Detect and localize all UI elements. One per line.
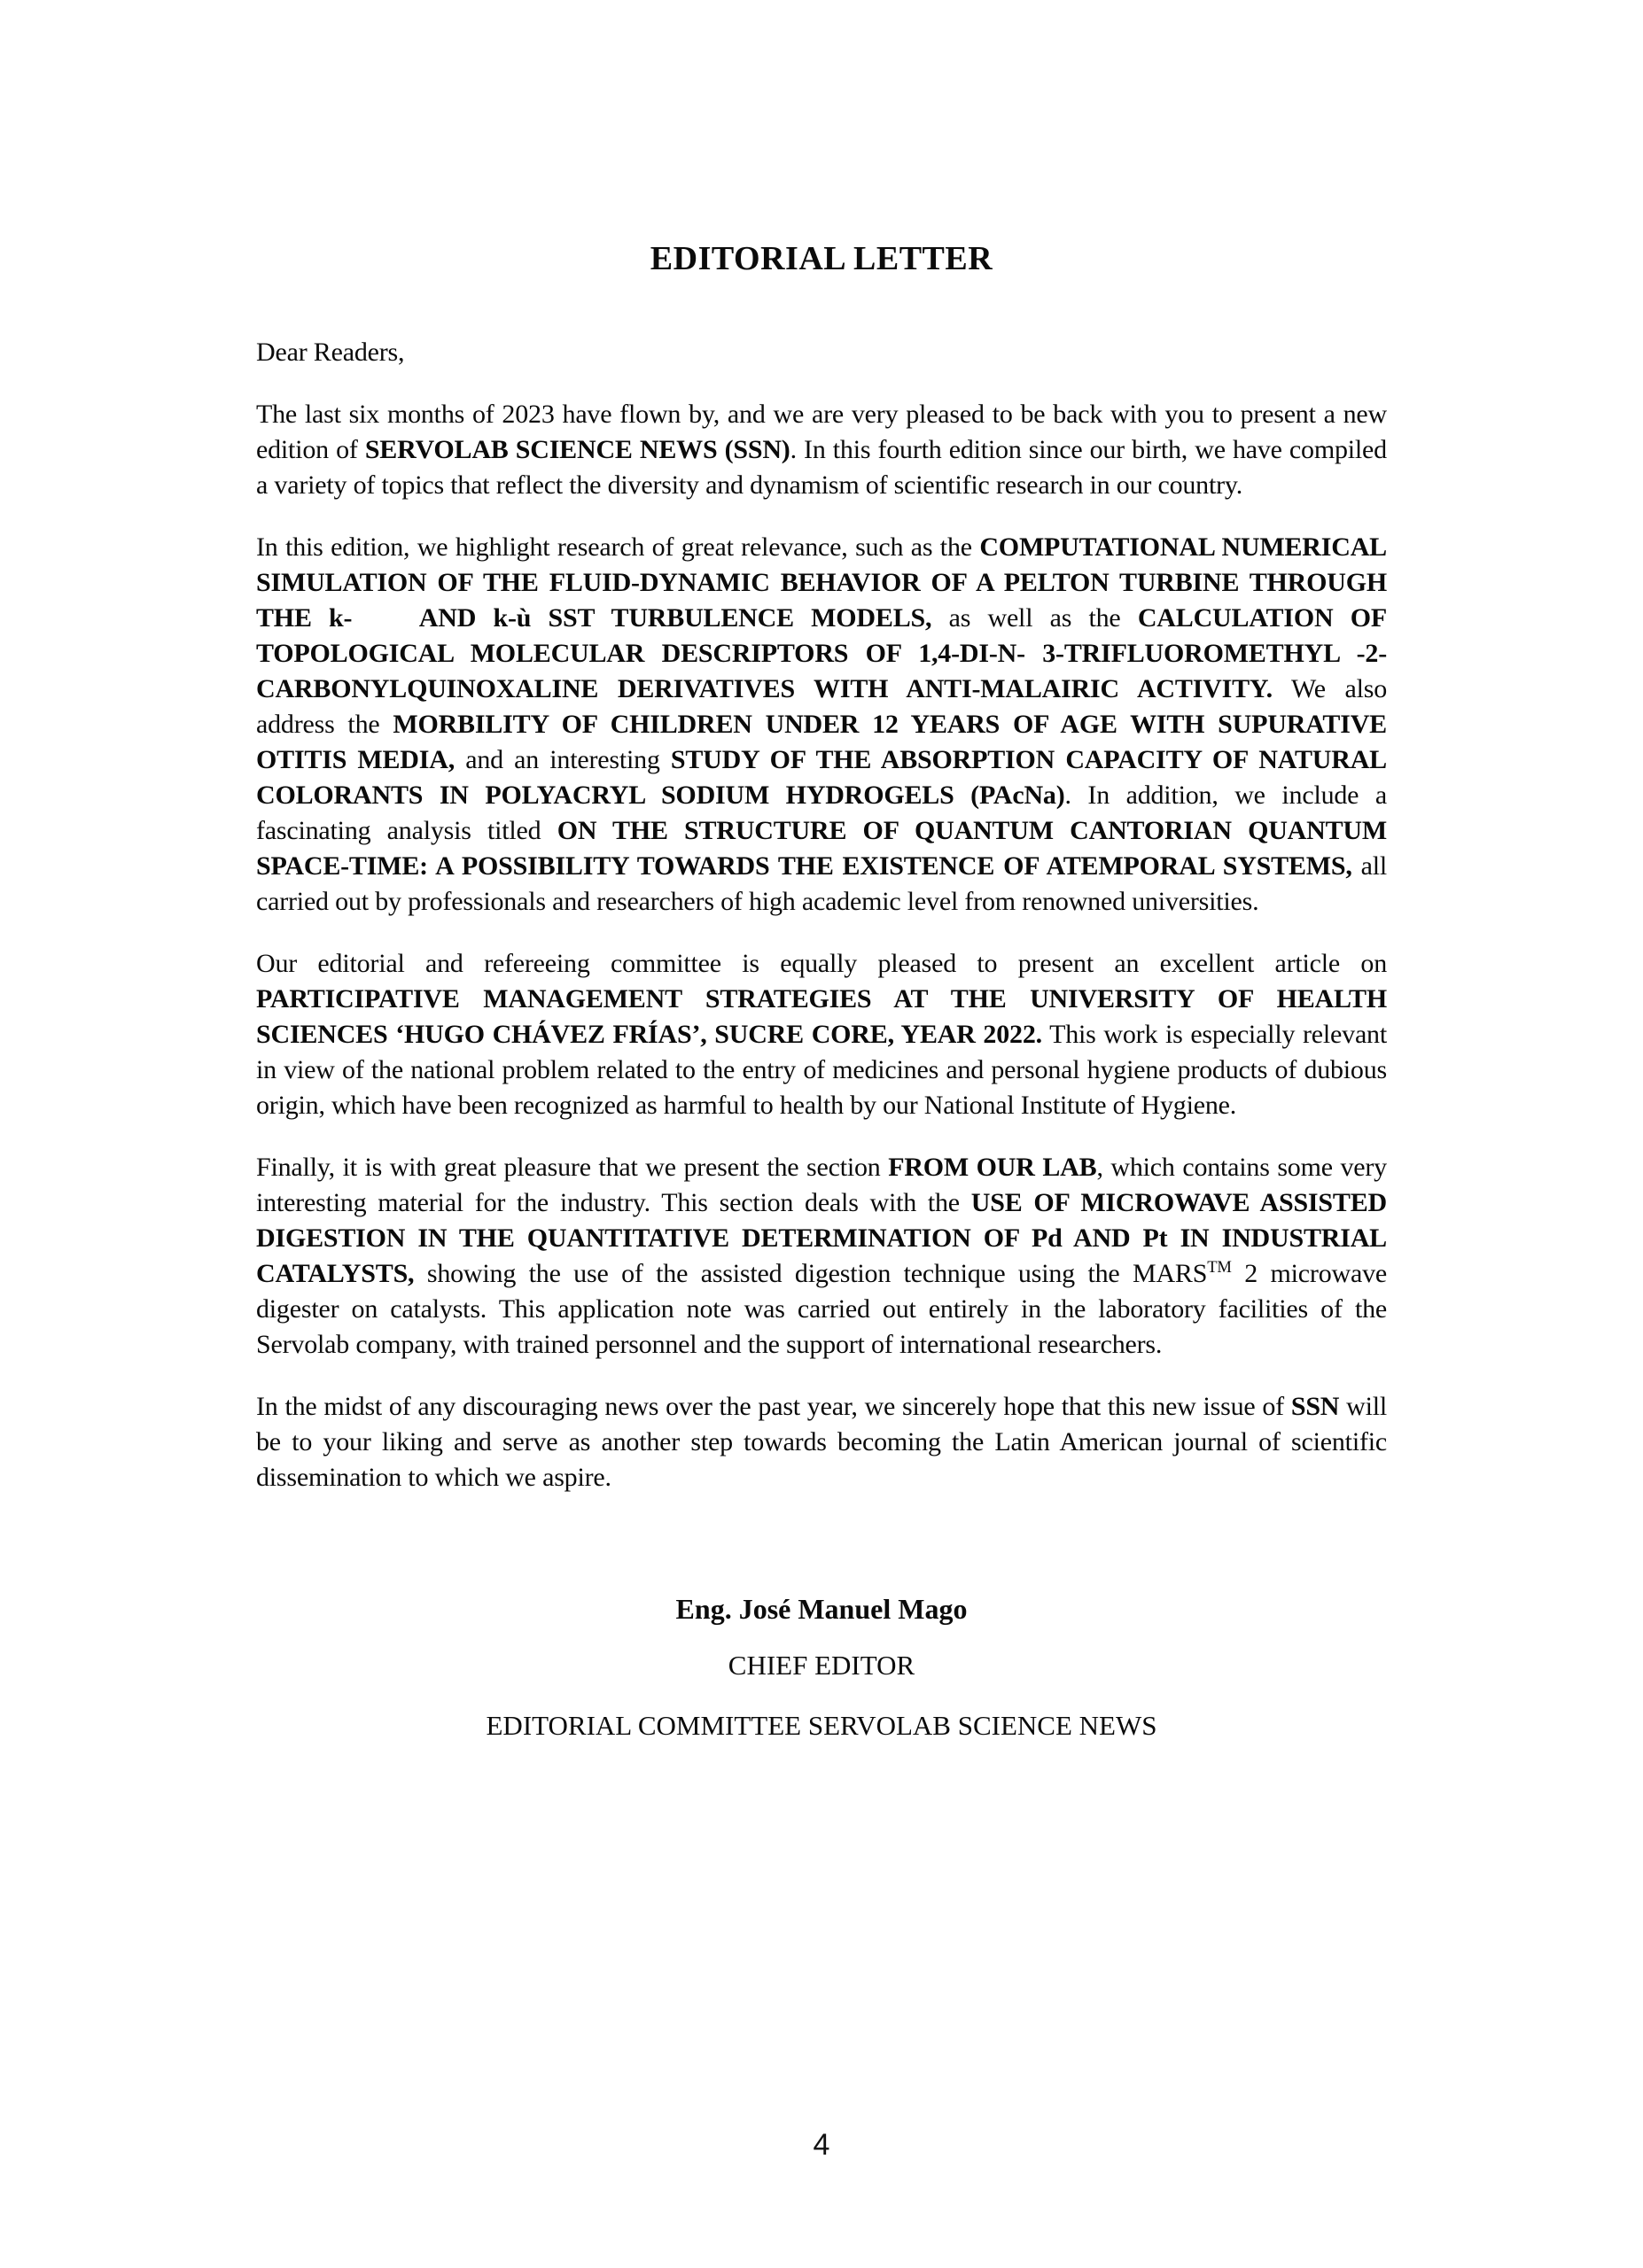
signature-role: CHIEF EDITOR: [728, 1650, 915, 1681]
text-segment: TM: [1207, 1258, 1232, 1277]
text-segment: The last six months of 2023 have flown by, and we are very pleased to be back with you to present a new edition of: [256, 400, 1387, 464]
text-segment: , which contains some very interesting material for the industry. This section deals with the: [256, 1153, 1387, 1217]
paragraph: [256, 530, 1387, 920]
letter-content: [256, 0, 1387, 1744]
text-segment: will be to your liking and serve as another step towards becoming the Latin American journal of scientific dissemination to which we aspire.: [256, 1392, 1388, 1492]
bold-text-segment: CALCULATION OF TOPOLOGICAL MOLECULAR DESCRIPTORS OF 1,4-DI-N- 3-TRIFLUOROMETHYL -2-CARBONYLQUINOXALINE DERIVATIVES WITH ANTI-MALAIRIC ACTIVITY.: [256, 603, 1387, 703]
page-title: EDITORIAL LETTER: [650, 240, 993, 277]
bold-text-segment: USE OF MICROWAVE ASSISTED DIGESTION IN THE QUANTITATIVE DETERMINATION OF Pd AND Pt IN INDUSTRIAL CATALYSTS,: [256, 1188, 1387, 1288]
paragraph: [256, 397, 1387, 503]
text-segment: and an interesting: [455, 745, 671, 774]
text-segment: In the midst of any discouraging news over the past year, we sincerely hope that this new issue of: [256, 1392, 1291, 1421]
bold-text-segment: SSN: [1290, 1392, 1340, 1421]
bold-text-segment: STUDY OF THE ABSORPTION CAPACITY OF NATURAL COLORANTS IN POLYACRYL SODIUM HYDROGELS (PAcNa): [256, 745, 1387, 810]
text-segment: We also address the: [256, 674, 1388, 739]
bold-text-segment: FROM OUR LAB: [888, 1153, 1097, 1182]
bold-text-segment: SERVOLAB SCIENCE NEWS (SSN): [364, 435, 790, 464]
signature-name: Eng. José Manuel Mago: [675, 1593, 968, 1625]
bold-text-segment: MORBILITY OF CHILDREN UNDER 12 YEARS OF AGE WITH SUPURATIVE OTITIS MEDIA,: [256, 710, 1387, 774]
text-segment: as well as the: [931, 603, 1138, 633]
bold-text-segment: PARTICIPATIVE MANAGEMENT STRATEGIES AT THE UNIVERSITY OF HEALTH SCIENCES ‘HUGO CHÁVEZ FRÍAS’, SUCRE CORE, YEAR 2022.: [256, 984, 1387, 1049]
bold-text-segment: COMPUTATIONAL NUMERICAL SIMULATION OF THE FLUID-DYNAMIC BEHAVIOR OF A PELTON TURBINE THROUGH THE k- AND k-ù SST TURBULENCE MODELS,: [256, 532, 1387, 633]
text-segment: . In addition, we include a fascinating analysis titled: [256, 781, 1387, 845]
signature-committee: EDITORIAL COMMITTEE SERVOLAB SCIENCE NEWS: [486, 1710, 1157, 1741]
letter-body: [256, 397, 1387, 1495]
text-segment: Our editorial and refereeing committee is equally pleased to present an excellent article on: [256, 949, 1387, 978]
text-segment: showing the use of the assisted digestion technique using the MARS: [414, 1259, 1208, 1288]
paragraph: [256, 946, 1387, 1123]
text-segment: This work is especially relevant in view of the national problem related to the entry of medicines and personal hygiene products of dubious origin, which have been recognized as harmful to health by our National Institute of Hygiene.: [256, 1020, 1387, 1120]
text-segment: all carried out by professionals and researchers of high academic level from renowned universities.: [256, 851, 1387, 916]
text-segment: Finally, it is with great pleasure that we present the section: [256, 1153, 889, 1182]
page-number: 4: [813, 2128, 830, 2162]
text-segment: . In this fourth edition since our birth, we have compiled a variety of topics that reflect the diversity and dynamism of scientific research in our country.: [256, 435, 1387, 500]
paragraph: [256, 1389, 1387, 1495]
signature-block: [256, 1591, 1387, 1744]
bold-text-segment: ON THE STRUCTURE OF QUANTUM CANTORIAN QUANTUM SPACE-TIME: A POSSIBILITY TOWARDS THE EXISTENCE OF ATEMPORAL SYSTEMS,: [256, 816, 1387, 881]
salutation: Dear Readers,: [256, 338, 405, 367]
paragraph: [256, 1150, 1387, 1363]
text-segment: In this edition, we highlight research of great relevance, such as the: [256, 532, 980, 562]
text-segment: 2 microwave digester on catalysts. This application note was carried out entirely in the laboratory facilities of the Servolab company, with trained personnel and the support of international researchers.: [256, 1259, 1388, 1359]
